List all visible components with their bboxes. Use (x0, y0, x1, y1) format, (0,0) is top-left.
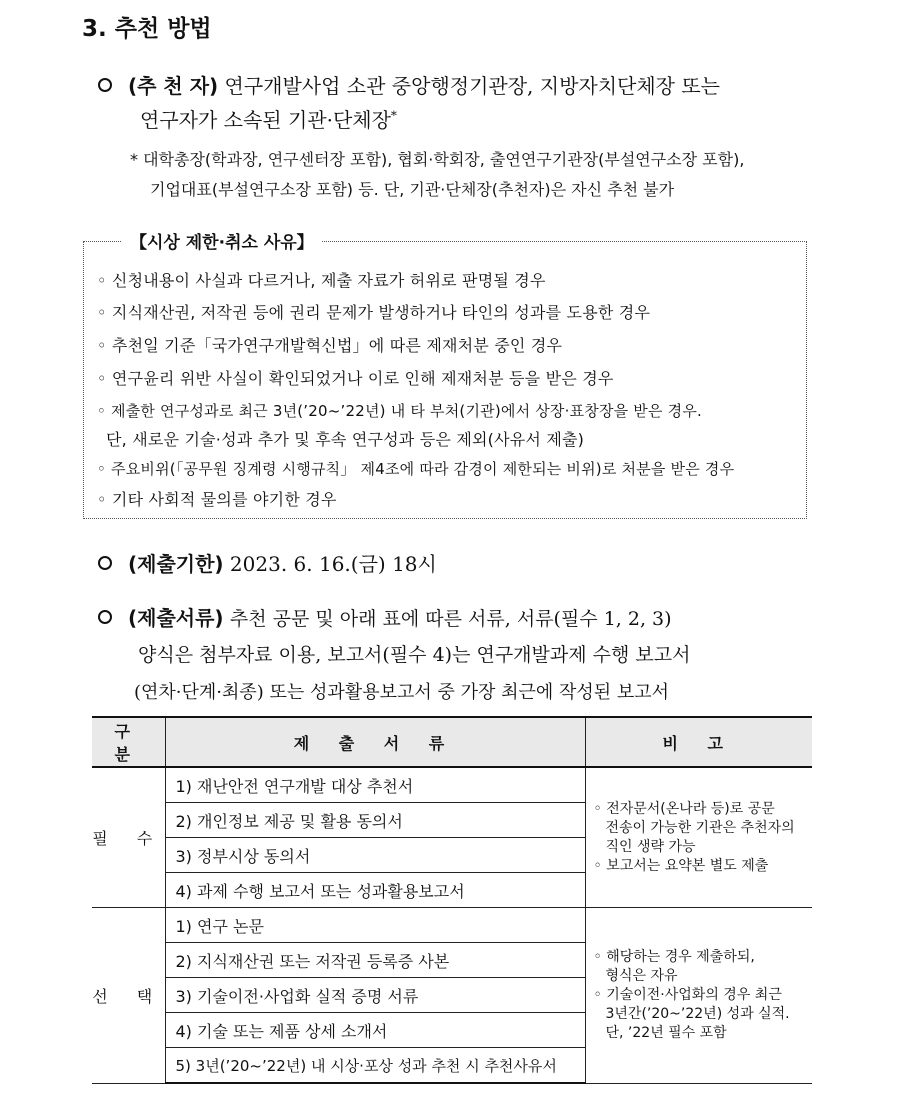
header-remarks: 비 고 (585, 717, 812, 767)
restriction-item: ◦ 추천일 기준「국가연구개발혁신법」에 따른 제재처분 중인 경우 (97, 336, 563, 355)
documents-text-3: (연차·단계·최종) 또는 성과활용보고서 중 가장 최근에 작성된 보고서 (134, 682, 670, 703)
remark-line: ◦ 기술이전·사업화의 경우 최근 (593, 986, 782, 1003)
category-required: 필 수 (92, 767, 165, 908)
table-cell: 1) 연구 논문 (165, 908, 585, 943)
header-category: 구 분 (92, 717, 165, 767)
remarks-optional (585, 908, 812, 1084)
remarks-required (585, 767, 812, 908)
recommender-text-1: 연구개발사업 소관 중앙행정기관장, 지방자치단체장 또는 (224, 74, 720, 98)
circle-bullet-icon (98, 78, 112, 92)
remark-line: 형식은 자유 (605, 967, 678, 984)
category-optional: 선 택 (92, 908, 165, 1084)
restriction-item: 단, 새로운 기술·성과 추가 및 후속 연구성과 등은 제외(사유서 제출) (106, 430, 585, 449)
recommender-note-2: 기업대표(부설연구소장 포함) 등. 단, 기관·단체장(추천자)은 자신 추천 불가 (150, 180, 675, 199)
documents-label: (제출서류) (128, 606, 224, 630)
remark-line: ◦ 보고서는 요약본 별도 제출 (593, 857, 769, 874)
table-cell: 5) 3년(’20~’22년) 내 시상·포상 성과 추천 시 추천사유서 (165, 1048, 585, 1084)
restriction-item: ◦ 주요비위(「공무원 징계령 시행규칙」 제4조에 따라 감경이 제한되는 비위)로 처분을 받은 경우 (97, 460, 735, 478)
restriction-item: ◦ 지식재산권, 저작권 등에 권리 문제가 발생하거나 타인의 성과를 도용한 경우 (97, 303, 651, 322)
documents-table (92, 716, 812, 1084)
deadline-value: 2023. 6. 16.(금) 18시 (229, 552, 437, 576)
restriction-item: ◦ 신청내용이 사실과 다르거나, 제출 자료가 허위로 판명될 경우 (97, 271, 546, 290)
recommender-line-1 (128, 70, 720, 99)
table-cell: 3) 기술이전·사업화 실적 증명 서류 (165, 978, 585, 1013)
table-row (92, 767, 812, 803)
documents-line-1 (128, 602, 672, 631)
circle-bullet-icon (98, 610, 112, 624)
remark-line: 전송이 가능한 기관은 추천자의 (605, 819, 795, 836)
circle-bullet-icon (98, 556, 112, 570)
header-documents: 제 출 서 류 (165, 717, 585, 767)
remark-line: ◦ 전자문서(온나라 등)로 공문 (593, 800, 775, 817)
deadline-line (128, 548, 437, 577)
page-title: 3. 추천 방법 (82, 16, 212, 42)
table-cell: 4) 과제 수행 보고서 또는 성과활용보고서 (165, 873, 585, 908)
recommender-note-1: * 대학총장(학과장, 연구센터장 포함), 협회·학회장, 출연연구기관장(부설연구소장 포함), (130, 150, 745, 169)
table-cell: 2) 개인정보 제공 및 활용 동의서 (165, 803, 585, 838)
recommender-label: (추 천 자) (128, 74, 219, 98)
recommender-line-2 (140, 104, 397, 133)
table-cell: 4) 기술 또는 제품 상세 소개서 (165, 1013, 585, 1048)
table-cell: 3) 정부시상 동의서 (165, 838, 585, 873)
deadline-label: (제출기한) (128, 552, 224, 576)
restriction-item: ◦ 기타 사회적 물의를 야기한 경우 (97, 490, 337, 509)
restriction-item: ◦ 제출한 연구성과로 최근 3년(’20~’22년) 내 타 부처(기관)에서 상장·표창장을 받은 경우. (97, 402, 702, 420)
documents-text-1: 추천 공문 및 아래 표에 따른 서류, 서류(필수 1, 2, 3) (229, 608, 672, 630)
remark-line: 3년간(’20~’22년) 성과 실적. (605, 1005, 790, 1022)
table-header-row (92, 717, 812, 767)
remark-line: 직인 생략 가능 (605, 838, 696, 855)
restriction-item: ◦ 연구윤리 위반 사실이 확인되었거나 이로 인해 제재처분 등을 받은 경우 (97, 369, 614, 388)
table-cell: 2) 지식재산권 또는 저작권 등록증 사본 (165, 943, 585, 978)
table-row (92, 908, 812, 943)
restrictions-title: 【시상 제한·취소 사유】 (122, 228, 322, 253)
footnote-mark: * (390, 108, 397, 123)
remark-line: 단, ’22년 필수 포함 (605, 1024, 727, 1041)
remark-line: ◦ 해당하는 경우 제출하되, (593, 948, 755, 965)
table-cell: 1) 재난안전 연구개발 대상 추천서 (165, 767, 585, 803)
documents-text-2: 양식은 첨부자료 이용, 보고서(필수 4)는 연구개발과제 수행 보고서 (138, 644, 691, 666)
recommender-text-2: 연구자가 소속된 기관·단체장 (140, 108, 391, 132)
